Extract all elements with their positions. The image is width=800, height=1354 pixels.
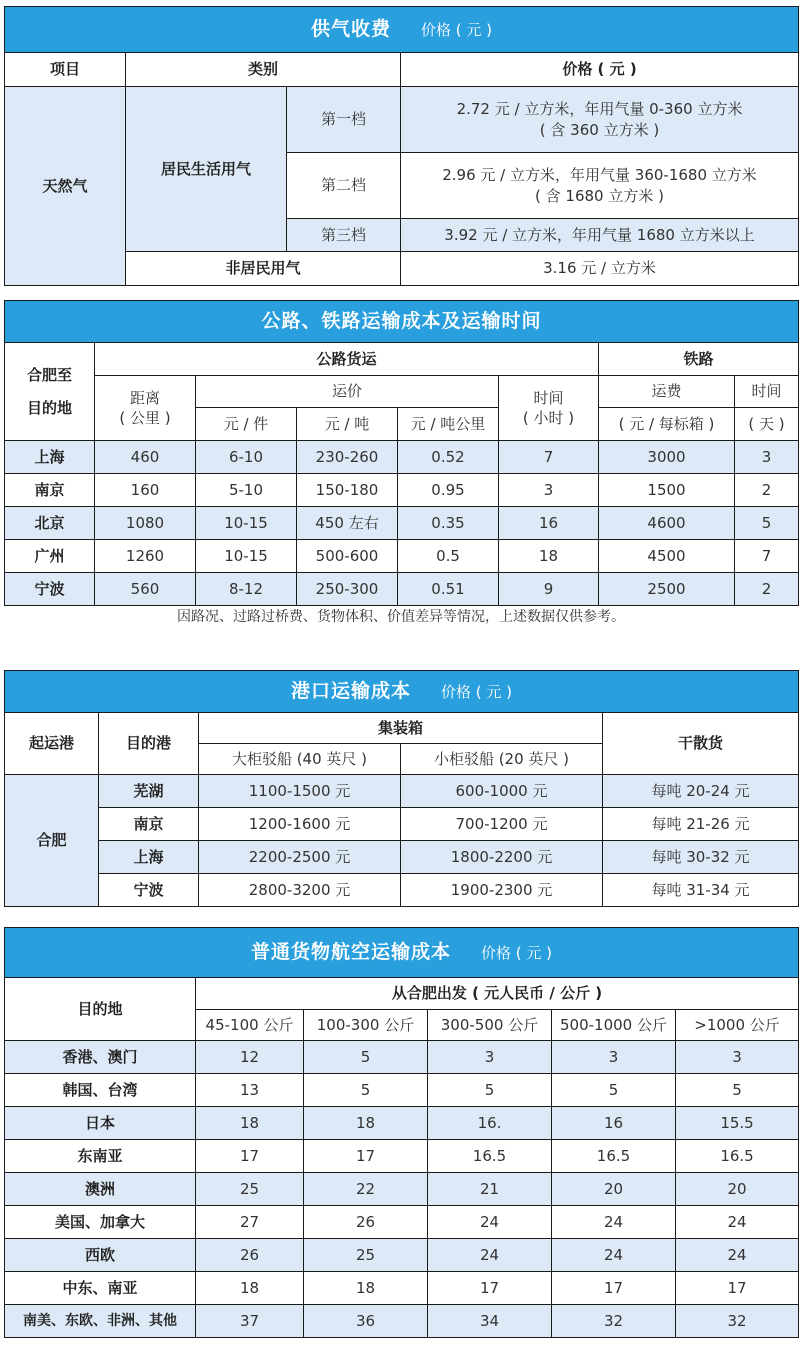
time-header bbox=[499, 376, 599, 441]
air-rate: 12 bbox=[196, 1041, 304, 1074]
table-row bbox=[5, 808, 799, 841]
distance: 1260 bbox=[95, 540, 196, 573]
air-rate: 18 bbox=[304, 1272, 428, 1305]
gas-nonresidential: 非居民用气 bbox=[126, 252, 401, 286]
tier-name: 第二档 bbox=[287, 153, 401, 219]
price-ton: 500-600 bbox=[297, 540, 398, 573]
air-rate: 36 bbox=[304, 1305, 428, 1338]
tier-price bbox=[401, 153, 799, 219]
port-dest: 芜湖 bbox=[99, 775, 199, 808]
air-rate: 26 bbox=[196, 1239, 304, 1272]
price-ton: 450 左右 bbox=[297, 507, 398, 540]
air-rate: 18 bbox=[196, 1272, 304, 1305]
air-dest: 西欧 bbox=[5, 1239, 196, 1272]
air-rate: 26 bbox=[304, 1206, 428, 1239]
port-bulk: 每吨 21-26 元 bbox=[603, 808, 799, 841]
tier-price bbox=[401, 87, 799, 153]
port-small: 700-1200 元 bbox=[401, 808, 603, 841]
weight-band: 300-500 公斤 bbox=[428, 1010, 552, 1041]
table-row bbox=[5, 573, 799, 606]
table-row bbox=[5, 1140, 799, 1173]
air-rate: 24 bbox=[428, 1239, 552, 1272]
price-piece: 10-15 bbox=[196, 507, 297, 540]
air-rate: 24 bbox=[676, 1206, 799, 1239]
rail-days: 2 bbox=[735, 474, 799, 507]
road-table bbox=[4, 300, 799, 606]
port-bulk: 每吨 31-34 元 bbox=[603, 874, 799, 907]
gas-nonresidential-price: 3.16 元 / 立方米 bbox=[401, 252, 799, 286]
distance: 1080 bbox=[95, 507, 196, 540]
port-small: 1800-2200 元 bbox=[401, 841, 603, 874]
tier-name: 第一档 bbox=[287, 87, 401, 153]
col-container: 集装箱 bbox=[199, 713, 603, 744]
road-from bbox=[5, 343, 95, 441]
air-rate: 5 bbox=[676, 1074, 799, 1107]
hours: 9 bbox=[499, 573, 599, 606]
gas-residential: 居民生活用气 bbox=[126, 87, 287, 252]
air-rate: 17 bbox=[428, 1272, 552, 1305]
city: 北京 bbox=[5, 507, 95, 540]
road-from-l1: 合肥至 bbox=[26, 366, 72, 385]
air-rate: 34 bbox=[428, 1305, 552, 1338]
air-rate: 5 bbox=[304, 1074, 428, 1107]
table-row bbox=[5, 540, 799, 573]
distance-header bbox=[95, 376, 196, 441]
air-rate: 24 bbox=[552, 1239, 676, 1272]
rail-days: 3 bbox=[735, 441, 799, 474]
air-dest: 南美、东欧、非洲、其他 bbox=[5, 1305, 196, 1338]
weight-band: 100-300 公斤 bbox=[304, 1010, 428, 1041]
distance: 160 bbox=[95, 474, 196, 507]
table-row bbox=[5, 874, 799, 907]
rail-fee: 3000 bbox=[599, 441, 735, 474]
rail-fee: 4500 bbox=[599, 540, 735, 573]
rail-days: 2 bbox=[735, 573, 799, 606]
price-ton: 250-300 bbox=[297, 573, 398, 606]
city: 宁波 bbox=[5, 573, 95, 606]
table-row bbox=[5, 1107, 799, 1140]
hours: 18 bbox=[499, 540, 599, 573]
road-title: 公路、铁路运输成本及运输时间 bbox=[5, 301, 799, 343]
air-dest: 韩国、台湾 bbox=[5, 1074, 196, 1107]
air-rate: 17 bbox=[196, 1140, 304, 1173]
table-row bbox=[5, 1074, 799, 1107]
port-dest: 上海 bbox=[99, 841, 199, 874]
price-tonkm: 0.52 bbox=[398, 441, 499, 474]
rail-time-header: 时间 bbox=[735, 376, 799, 408]
air-rate: 3 bbox=[428, 1041, 552, 1074]
air-rate: 20 bbox=[676, 1173, 799, 1206]
col-large: 大柜驳船 (40 英尺 ) bbox=[199, 744, 401, 775]
air-rate: 15.5 bbox=[676, 1107, 799, 1140]
port-subtitle: 价格 ( 元 ) bbox=[441, 682, 513, 701]
unit-day: ( 天 ) bbox=[735, 408, 799, 441]
air-rate: 25 bbox=[196, 1173, 304, 1206]
port-large: 1200-1600 元 bbox=[199, 808, 401, 841]
price-tonkm: 0.5 bbox=[398, 540, 499, 573]
table-row bbox=[5, 1239, 799, 1272]
air-col-dest: 目的地 bbox=[5, 978, 196, 1041]
price-tonkm: 0.95 bbox=[398, 474, 499, 507]
table-row bbox=[5, 507, 799, 540]
hours: 3 bbox=[499, 474, 599, 507]
air-dest: 澳洲 bbox=[5, 1173, 196, 1206]
air-dest: 美国、加拿大 bbox=[5, 1206, 196, 1239]
gas-subtitle: 价格 ( 元 ) bbox=[421, 20, 493, 39]
table-row bbox=[5, 775, 799, 808]
road-freight: 公路货运 bbox=[95, 343, 599, 376]
air-table-header bbox=[5, 928, 799, 978]
price-tonkm: 0.51 bbox=[398, 573, 499, 606]
table-row bbox=[5, 441, 799, 474]
time-l1: 时间 bbox=[533, 388, 564, 407]
price-ton: 150-180 bbox=[297, 474, 398, 507]
city: 南京 bbox=[5, 474, 95, 507]
air-rate: 32 bbox=[676, 1305, 799, 1338]
rail-days: 5 bbox=[735, 507, 799, 540]
port-origin: 合肥 bbox=[5, 775, 99, 907]
air-rate: 16. bbox=[428, 1107, 552, 1140]
road-from-l2: 目的地 bbox=[26, 398, 72, 417]
air-rate: 17 bbox=[304, 1140, 428, 1173]
air-rate: 16.5 bbox=[428, 1140, 552, 1173]
col-price: 价格 ( 元 ) bbox=[401, 53, 799, 87]
distance: 560 bbox=[95, 573, 196, 606]
air-rate: 37 bbox=[196, 1305, 304, 1338]
price-piece: 8-12 bbox=[196, 573, 297, 606]
city: 广州 bbox=[5, 540, 95, 573]
air-col-from: 从合肥出发 ( 元人民币 / 公斤 ) bbox=[196, 978, 799, 1010]
col-bulk: 干散货 bbox=[603, 713, 799, 775]
table-row bbox=[5, 1272, 799, 1305]
port-large: 1100-1500 元 bbox=[199, 775, 401, 808]
road-note: 因路况、过路过桥费、货物体积、价值差异等情况，上述数据仅供参考。 bbox=[177, 609, 625, 625]
col-category: 类别 bbox=[126, 53, 401, 87]
air-rate: 3 bbox=[676, 1041, 799, 1074]
tier-price: 3.92 元 / 立方米，年用气量 1680 立方米以上 bbox=[401, 219, 799, 252]
air-dest: 日本 bbox=[5, 1107, 196, 1140]
unit-box: ( 元 / 每标箱 ) bbox=[599, 408, 735, 441]
air-title: 普通货物航空运输成本 bbox=[251, 940, 452, 963]
gas-title: 供气收费 bbox=[311, 17, 392, 40]
price-ton: 230-260 bbox=[297, 441, 398, 474]
air-rate: 16.5 bbox=[676, 1140, 799, 1173]
air-rate: 17 bbox=[676, 1272, 799, 1305]
air-rate: 22 bbox=[304, 1173, 428, 1206]
hours: 7 bbox=[499, 441, 599, 474]
hours: 16 bbox=[499, 507, 599, 540]
tier-price-line1: 2.72 元 / 立方米，年用气量 0-360 立方米 bbox=[456, 100, 743, 119]
gas-table-header bbox=[5, 7, 799, 53]
distance-l2: ( 公里 ) bbox=[119, 409, 171, 427]
tier-price-line2: ( 含 1680 立方米 ) bbox=[535, 186, 664, 205]
price-piece: 6-10 bbox=[196, 441, 297, 474]
tier-price-line2: ( 含 360 立方米 ) bbox=[539, 120, 660, 139]
tier-price-line1: 2.96 元 / 立方米，年用气量 360-1680 立方米 bbox=[442, 166, 757, 185]
air-rate: 5 bbox=[428, 1074, 552, 1107]
rail: 铁路 bbox=[599, 343, 799, 376]
port-bulk: 每吨 20-24 元 bbox=[603, 775, 799, 808]
time-l2: ( 小时 ) bbox=[522, 409, 575, 427]
air-rate: 27 bbox=[196, 1206, 304, 1239]
air-rate: 18 bbox=[304, 1107, 428, 1140]
air-rate: 24 bbox=[676, 1239, 799, 1272]
city: 上海 bbox=[5, 441, 95, 474]
air-subtitle: 价格 ( 元 ) bbox=[481, 943, 553, 962]
table-row bbox=[5, 1173, 799, 1206]
air-dest: 香港、澳门 bbox=[5, 1041, 196, 1074]
weight-band: >1000 公斤 bbox=[676, 1010, 799, 1041]
port-table-header bbox=[5, 671, 799, 713]
rail-fee: 1500 bbox=[599, 474, 735, 507]
air-rate: 20 bbox=[552, 1173, 676, 1206]
gas-table bbox=[4, 6, 799, 286]
rail-fee: 2500 bbox=[599, 573, 735, 606]
port-table bbox=[4, 670, 799, 907]
weight-band: 45-100 公斤 bbox=[196, 1010, 304, 1041]
air-dest: 中东、南亚 bbox=[5, 1272, 196, 1305]
unit-piece: 元 / 件 bbox=[196, 408, 297, 441]
table-row bbox=[5, 841, 799, 874]
air-rate: 5 bbox=[304, 1041, 428, 1074]
gas-item: 天然气 bbox=[5, 87, 126, 286]
air-dest: 东南亚 bbox=[5, 1140, 196, 1173]
port-small: 600-1000 元 bbox=[401, 775, 603, 808]
port-large: 2200-2500 元 bbox=[199, 841, 401, 874]
col-small: 小柜驳船 (20 英尺 ) bbox=[401, 744, 603, 775]
col-item: 项目 bbox=[5, 53, 126, 87]
air-rate: 3 bbox=[552, 1041, 676, 1074]
rail-fee-header: 运费 bbox=[599, 376, 735, 408]
air-rate: 17 bbox=[552, 1272, 676, 1305]
rail-fee: 4600 bbox=[599, 507, 735, 540]
table-row bbox=[5, 474, 799, 507]
port-small: 1900-2300 元 bbox=[401, 874, 603, 907]
rail-days: 7 bbox=[735, 540, 799, 573]
air-rate: 5 bbox=[552, 1074, 676, 1107]
tier-name: 第三档 bbox=[287, 219, 401, 252]
air-table bbox=[4, 927, 799, 1338]
distance-l1: 距离 bbox=[129, 388, 160, 407]
unit-ton: 元 / 吨 bbox=[297, 408, 398, 441]
col-dest: 目的港 bbox=[99, 713, 199, 775]
air-rate: 18 bbox=[196, 1107, 304, 1140]
table-row bbox=[5, 1041, 799, 1074]
port-dest: 宁波 bbox=[99, 874, 199, 907]
air-rate: 21 bbox=[428, 1173, 552, 1206]
port-dest: 南京 bbox=[99, 808, 199, 841]
col-origin: 起运港 bbox=[5, 713, 99, 775]
price-piece: 10-15 bbox=[196, 540, 297, 573]
air-rate: 24 bbox=[552, 1206, 676, 1239]
table-row bbox=[5, 1206, 799, 1239]
price-piece: 5-10 bbox=[196, 474, 297, 507]
port-title: 港口运输成本 bbox=[290, 679, 411, 702]
table-row bbox=[5, 1305, 799, 1338]
price-header: 运价 bbox=[196, 376, 499, 408]
air-rate: 24 bbox=[428, 1206, 552, 1239]
air-rate: 16 bbox=[552, 1107, 676, 1140]
unit-tonkm: 元 / 吨公里 bbox=[398, 408, 499, 441]
air-rate: 16.5 bbox=[552, 1140, 676, 1173]
price-tonkm: 0.35 bbox=[398, 507, 499, 540]
weight-band: 500-1000 公斤 bbox=[552, 1010, 676, 1041]
air-rate: 32 bbox=[552, 1305, 676, 1338]
port-bulk: 每吨 30-32 元 bbox=[603, 841, 799, 874]
port-large: 2800-3200 元 bbox=[199, 874, 401, 907]
air-rate: 13 bbox=[196, 1074, 304, 1107]
air-rate: 25 bbox=[304, 1239, 428, 1272]
distance: 460 bbox=[95, 441, 196, 474]
